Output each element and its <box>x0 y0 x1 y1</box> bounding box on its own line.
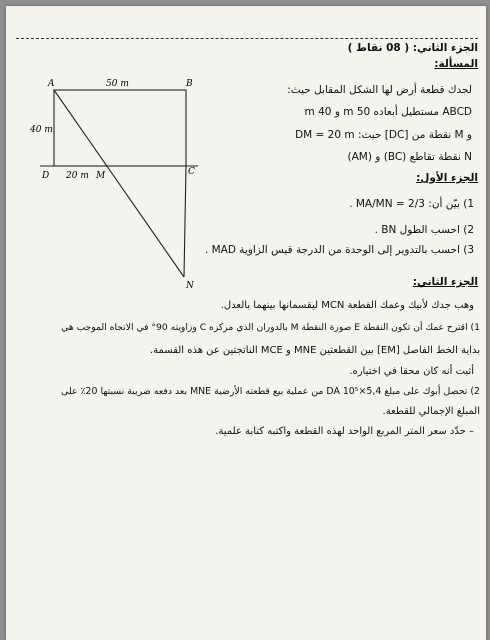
part1-item-2: 2) احسب الطول BN . <box>374 224 474 236</box>
intro-line-3: و M نقطة من [DC] حيث: DM = 20 m <box>295 129 472 141</box>
exam-page <box>6 6 486 640</box>
intro-line-1: لجدك قطعة أرض لها الشكل المقابل حيث: <box>287 84 472 96</box>
rectangle-abcd <box>54 90 186 166</box>
length-dm-label: 20 m <box>66 171 89 181</box>
part2-line-3: بداية الخط الفاصل [EM] بين القطعتين MNE و MCE الناتجتين عن هذه القسمة. <box>149 345 480 356</box>
part1-title: الجزء الأول: <box>416 172 478 184</box>
part1-item-1: 1) بيّن أن: MA/MN = 2/3 . <box>349 198 474 210</box>
point-n-label: N <box>186 281 194 291</box>
part2-line-4: أثبت أنه كان محقا في اختياره. <box>349 366 474 377</box>
point-c-label: C <box>188 167 195 177</box>
intro-line-4: N نقطة تقاطع (BC) و (AM) <box>347 151 472 163</box>
part1-item-3: 3) احسب بالتدوير إلى الوحدة من الدرجة قيس الزاوية MAD . <box>204 244 474 256</box>
line-amn <box>54 90 184 277</box>
top-divider <box>16 38 478 39</box>
length-ad-label: 40 m <box>30 125 53 135</box>
point-d-label: D <box>42 171 50 181</box>
point-b-label: B <box>186 79 193 89</box>
part2-line-1: وهب جدك لأبيك وعمك القطعة MCN ليقسمانها بينهما بالعدل. <box>220 300 474 311</box>
part2-line-2: 1) اقترح عمك أن تكون النقطة E صورة النقطة M بالدوران الذي مركزه C وزاويته 90° في الاتجاه الموجب هي <box>61 322 480 333</box>
problem-title: المسألة: <box>434 58 478 70</box>
length-ab-label: 50 m <box>106 79 129 89</box>
part2-line-6: المبلغ الإجمالي للقطعة. <box>382 406 480 417</box>
line-bcn <box>184 166 186 277</box>
intro-line-2: ABCD مستطيل أبعاده 50 m و 40 m <box>304 106 472 118</box>
geometry-figure <box>26 72 216 292</box>
part2-line-5: 2) تحصل أبوك على مبلغ 5,4×10⁵ DA من عملية بيع قطعته الأرضية MNE بعد دفعه ضريبة نسبتها 20٪ على <box>61 386 480 397</box>
point-m-label: M <box>96 171 106 181</box>
point-a-label: A <box>48 79 55 89</box>
part2-title: الجزء الثاني: ( 08 نقاط ) <box>347 42 478 54</box>
part2-line-7: – حدّد سعر المتر المربع الواحد لهذه القطعة واكتبه كتابة علمية. <box>215 426 474 437</box>
part2-subtitle: الجزء الثاني: <box>412 276 478 288</box>
